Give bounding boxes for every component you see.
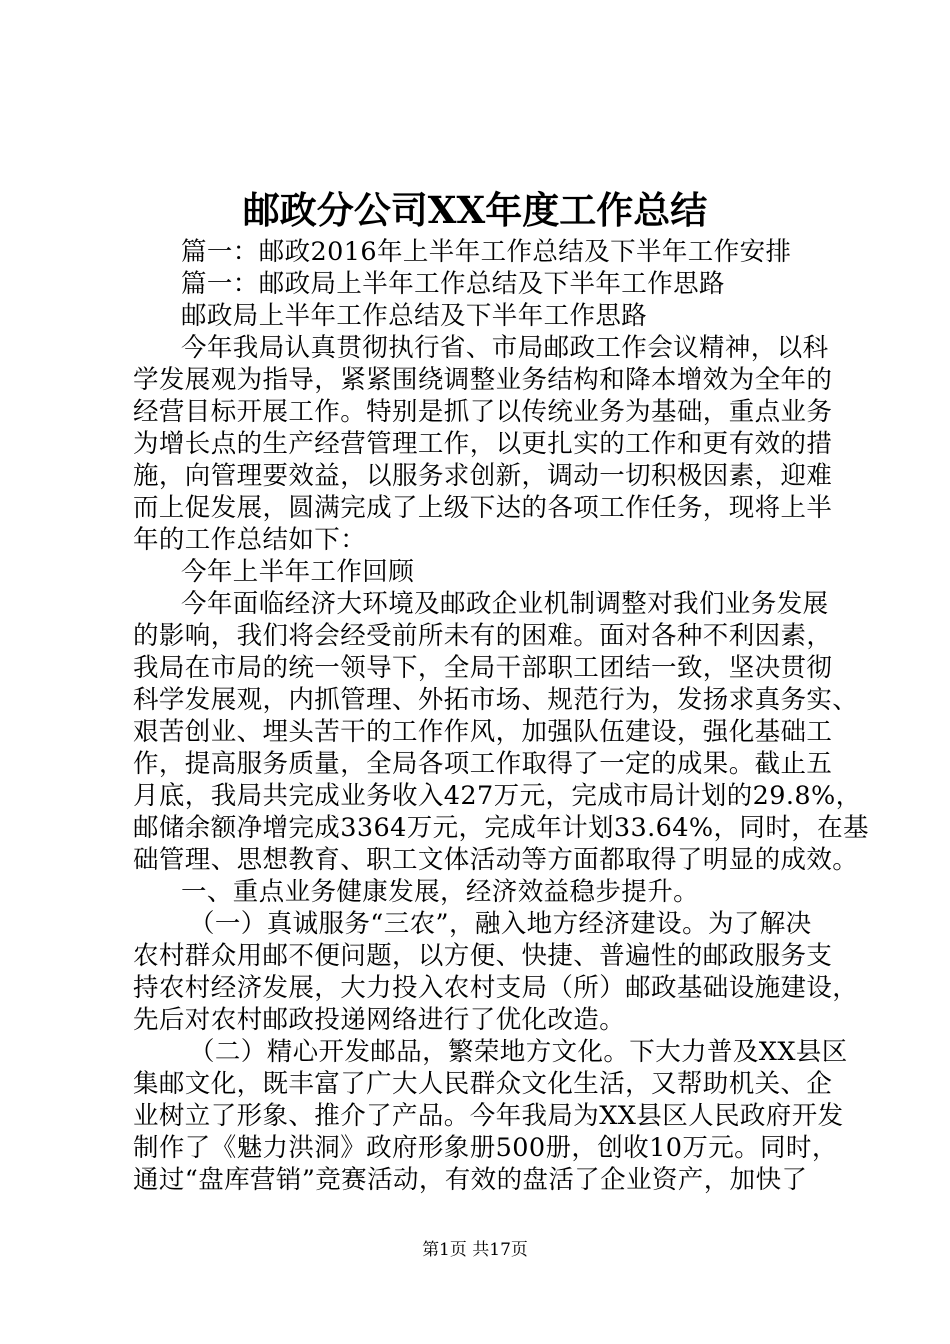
paragraph-line: 作，提高服务质量，全局各项工作取得了一定的成果。截止五 xyxy=(133,749,833,779)
heading-line: 篇一：邮政局上半年工作总结及下半年工作思路 xyxy=(181,269,725,299)
paragraph-line: （一）真诚服务“三农”，融入地方经济建设。为了解决 xyxy=(189,909,812,939)
paragraph-line: 持农村经济发展，大力投入农村支局（所）邮政基础设施建设， xyxy=(133,973,859,1003)
paragraph-line: 农村群众用邮不便问题，以方便、快捷、普遍性的邮政服务支 xyxy=(133,941,833,971)
paragraph-line: 础管理、思想教育、职工文体活动等方面都取得了明显的成效。 xyxy=(133,845,859,875)
paragraph-line: 先后对农村邮政投递网络进行了优化改造。 xyxy=(133,1005,626,1035)
paragraph-line: 今年面临经济大环境及邮政企业机制调整对我们业务发展 xyxy=(181,589,829,619)
paragraph-line: 通过“盘库营销”竞赛活动，有效的盘活了企业资产，加快了 xyxy=(133,1165,808,1195)
paragraph-line: 年的工作总结如下： xyxy=(133,525,367,555)
paragraph-line: 学发展观为指导，紧紧围绕调整业务结构和降本增效为全年的 xyxy=(133,365,833,395)
paragraph-line: 而上促发展，圆满完成了上级下达的各项工作任务，现将上半 xyxy=(133,493,833,523)
paragraph-line: （二）精心开发邮品，繁荣地方文化。下大力普及XX县区 xyxy=(189,1037,848,1067)
paragraph-line: 艰苦创业、埋头苦干的工作作风，加强队伍建设，强化基础工 xyxy=(133,717,833,747)
paragraph-line: 制作了《魅力洪洞》政府形象册500册，创收10万元。同时， xyxy=(133,1133,838,1163)
paragraph-line: 经营目标开展工作。特别是抓了以传统业务为基础，重点业务 xyxy=(133,397,833,427)
paragraph-line: 邮储余额净增完成3364万元，完成年计划33.64%，同时，在基 xyxy=(133,813,869,843)
section-heading: 一、重点业务健康发展，经济效益稳步提升。 xyxy=(181,877,700,907)
paragraph-line: 业树立了形象、推介了产品。今年我局为XX县区人民政府开发 xyxy=(133,1101,844,1131)
section-heading: 今年上半年工作回顾 xyxy=(181,557,415,587)
paragraph-line: 科学发展观，内抓管理、外拓市场、规范行为，发扬求真务实、 xyxy=(133,685,859,715)
heading-line: 篇一：邮政2016年上半年工作总结及下半年工作安排 xyxy=(181,237,792,267)
page-footer: 第1页 共17页 xyxy=(422,1240,528,1260)
paragraph-line: 施，向管理要效益，以服务求创新，调动一切积极因素，迎难 xyxy=(133,461,833,491)
paragraph-line: 月底，我局共完成业务收入427万元，完成市局计划的29.8%， xyxy=(133,781,862,811)
paragraph-line: 的影响，我们将会经受前所未有的困难。面对各种不利因素， xyxy=(133,621,833,651)
document-title: 邮政分公司XX年度工作总结 xyxy=(242,188,708,232)
paragraph-line: 今年我局认真贯彻执行省、市局邮政工作会议精神，以科 xyxy=(181,333,829,363)
paragraph-line: 为增长点的生产经营管理工作，以更扎实的工作和更有效的措 xyxy=(133,429,833,459)
paragraph-line: 我局在市局的统一领导下，全局干部职工团结一致，坚决贯彻 xyxy=(133,653,833,683)
heading-line: 邮政局上半年工作总结及下半年工作思路 xyxy=(181,301,648,331)
paragraph-line: 集邮文化，既丰富了广大人民群众文化生活，又帮助机关、企 xyxy=(133,1069,833,1099)
